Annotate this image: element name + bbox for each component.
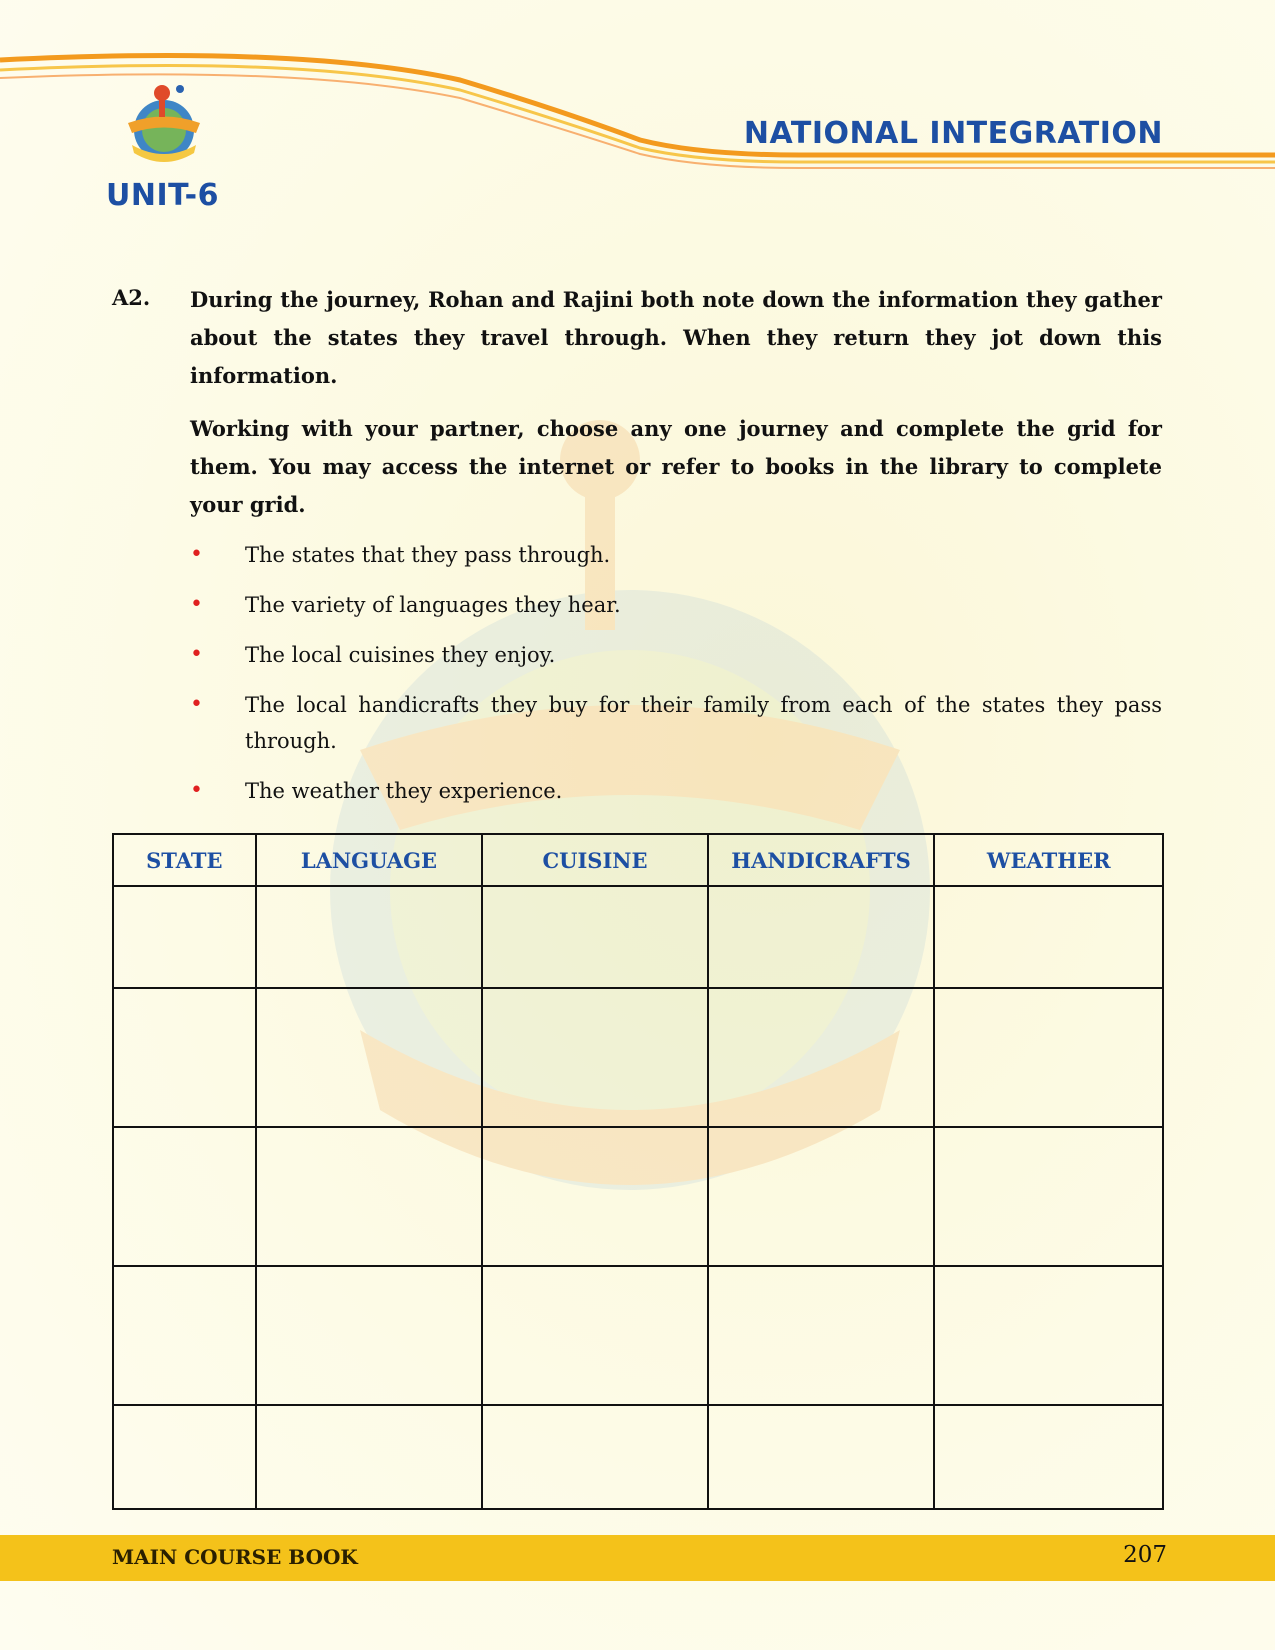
table-row (113, 1405, 1163, 1509)
question-number: A2. (112, 285, 151, 310)
table-cell[interactable] (113, 886, 256, 988)
column-header-language: LANGUAGE (256, 834, 483, 886)
table-cell[interactable] (256, 1266, 483, 1405)
page-number: 207 (1123, 1542, 1167, 1568)
unit-title: NATIONAL INTEGRATION (743, 116, 1163, 151)
list-item-text: The weather they experience. (245, 779, 563, 803)
table-cell[interactable] (482, 886, 707, 988)
list-item-text: The local cuisines they enjoy. (245, 643, 556, 667)
table-cell[interactable] (482, 988, 707, 1127)
table-cell[interactable] (934, 1127, 1163, 1266)
list-item-text: The variety of languages they hear. (245, 593, 621, 617)
table-cell[interactable] (934, 1405, 1163, 1509)
table-cell[interactable] (708, 1266, 935, 1405)
table-cell[interactable] (482, 1405, 707, 1509)
question-paragraph-1: During the journey, Rohan and Rajini both note down the information they gather about the states they travel through. When they return they jot down this information. (190, 287, 1162, 388)
table-cell[interactable] (113, 1405, 256, 1509)
column-header-weather: WEATHER (934, 834, 1163, 886)
table-header-row (113, 834, 1163, 886)
list-item-text: The local handicrafts they buy for their family from each of the states they pass through. (245, 693, 1162, 753)
table-cell[interactable] (256, 886, 483, 988)
unit-label: UNIT-6 (106, 178, 220, 213)
list-item (190, 637, 1162, 673)
table-cell[interactable] (113, 988, 256, 1127)
question-paragraph-2: Working with your partner, choose any one journey and complete the grid for them. You may access the internet or refer to books in the library to complete your grid. (190, 416, 1162, 517)
list-item-text: The states that they pass through. (245, 543, 611, 567)
list-item (190, 773, 1162, 809)
list-item (190, 587, 1162, 623)
table-cell[interactable] (256, 1405, 483, 1509)
table-cell[interactable] (113, 1266, 256, 1405)
table-cell[interactable] (708, 1127, 935, 1266)
bullet-icon: • (190, 542, 203, 567)
list-item (190, 687, 1162, 759)
table-cell[interactable] (934, 988, 1163, 1127)
table-cell[interactable] (708, 988, 935, 1127)
cbse-logo (118, 75, 210, 175)
table-row (113, 1127, 1163, 1266)
table-cell[interactable] (113, 1127, 256, 1266)
table-row (113, 988, 1163, 1127)
column-header-cuisine: CUISINE (482, 834, 707, 886)
column-header-handicrafts: HANDICRAFTS (708, 834, 935, 886)
table-cell[interactable] (482, 1266, 707, 1405)
table-cell[interactable] (708, 886, 935, 988)
table-cell[interactable] (482, 1127, 707, 1266)
bullet-icon: • (190, 592, 203, 617)
list-item (190, 537, 1162, 573)
journey-grid (112, 833, 1164, 1510)
table-row (113, 886, 1163, 988)
table-cell[interactable] (256, 988, 483, 1127)
table-cell[interactable] (934, 1266, 1163, 1405)
bullet-icon: • (190, 778, 203, 803)
table-cell[interactable] (708, 1405, 935, 1509)
bullet-list (190, 537, 1162, 823)
column-header-state: STATE (113, 834, 256, 886)
bullet-icon: • (190, 642, 203, 667)
table-row (113, 1266, 1163, 1405)
table-cell[interactable] (256, 1127, 483, 1266)
table-cell[interactable] (934, 886, 1163, 988)
footer-book-title: MAIN COURSE BOOK (112, 1545, 358, 1569)
bullet-icon: • (190, 692, 203, 717)
